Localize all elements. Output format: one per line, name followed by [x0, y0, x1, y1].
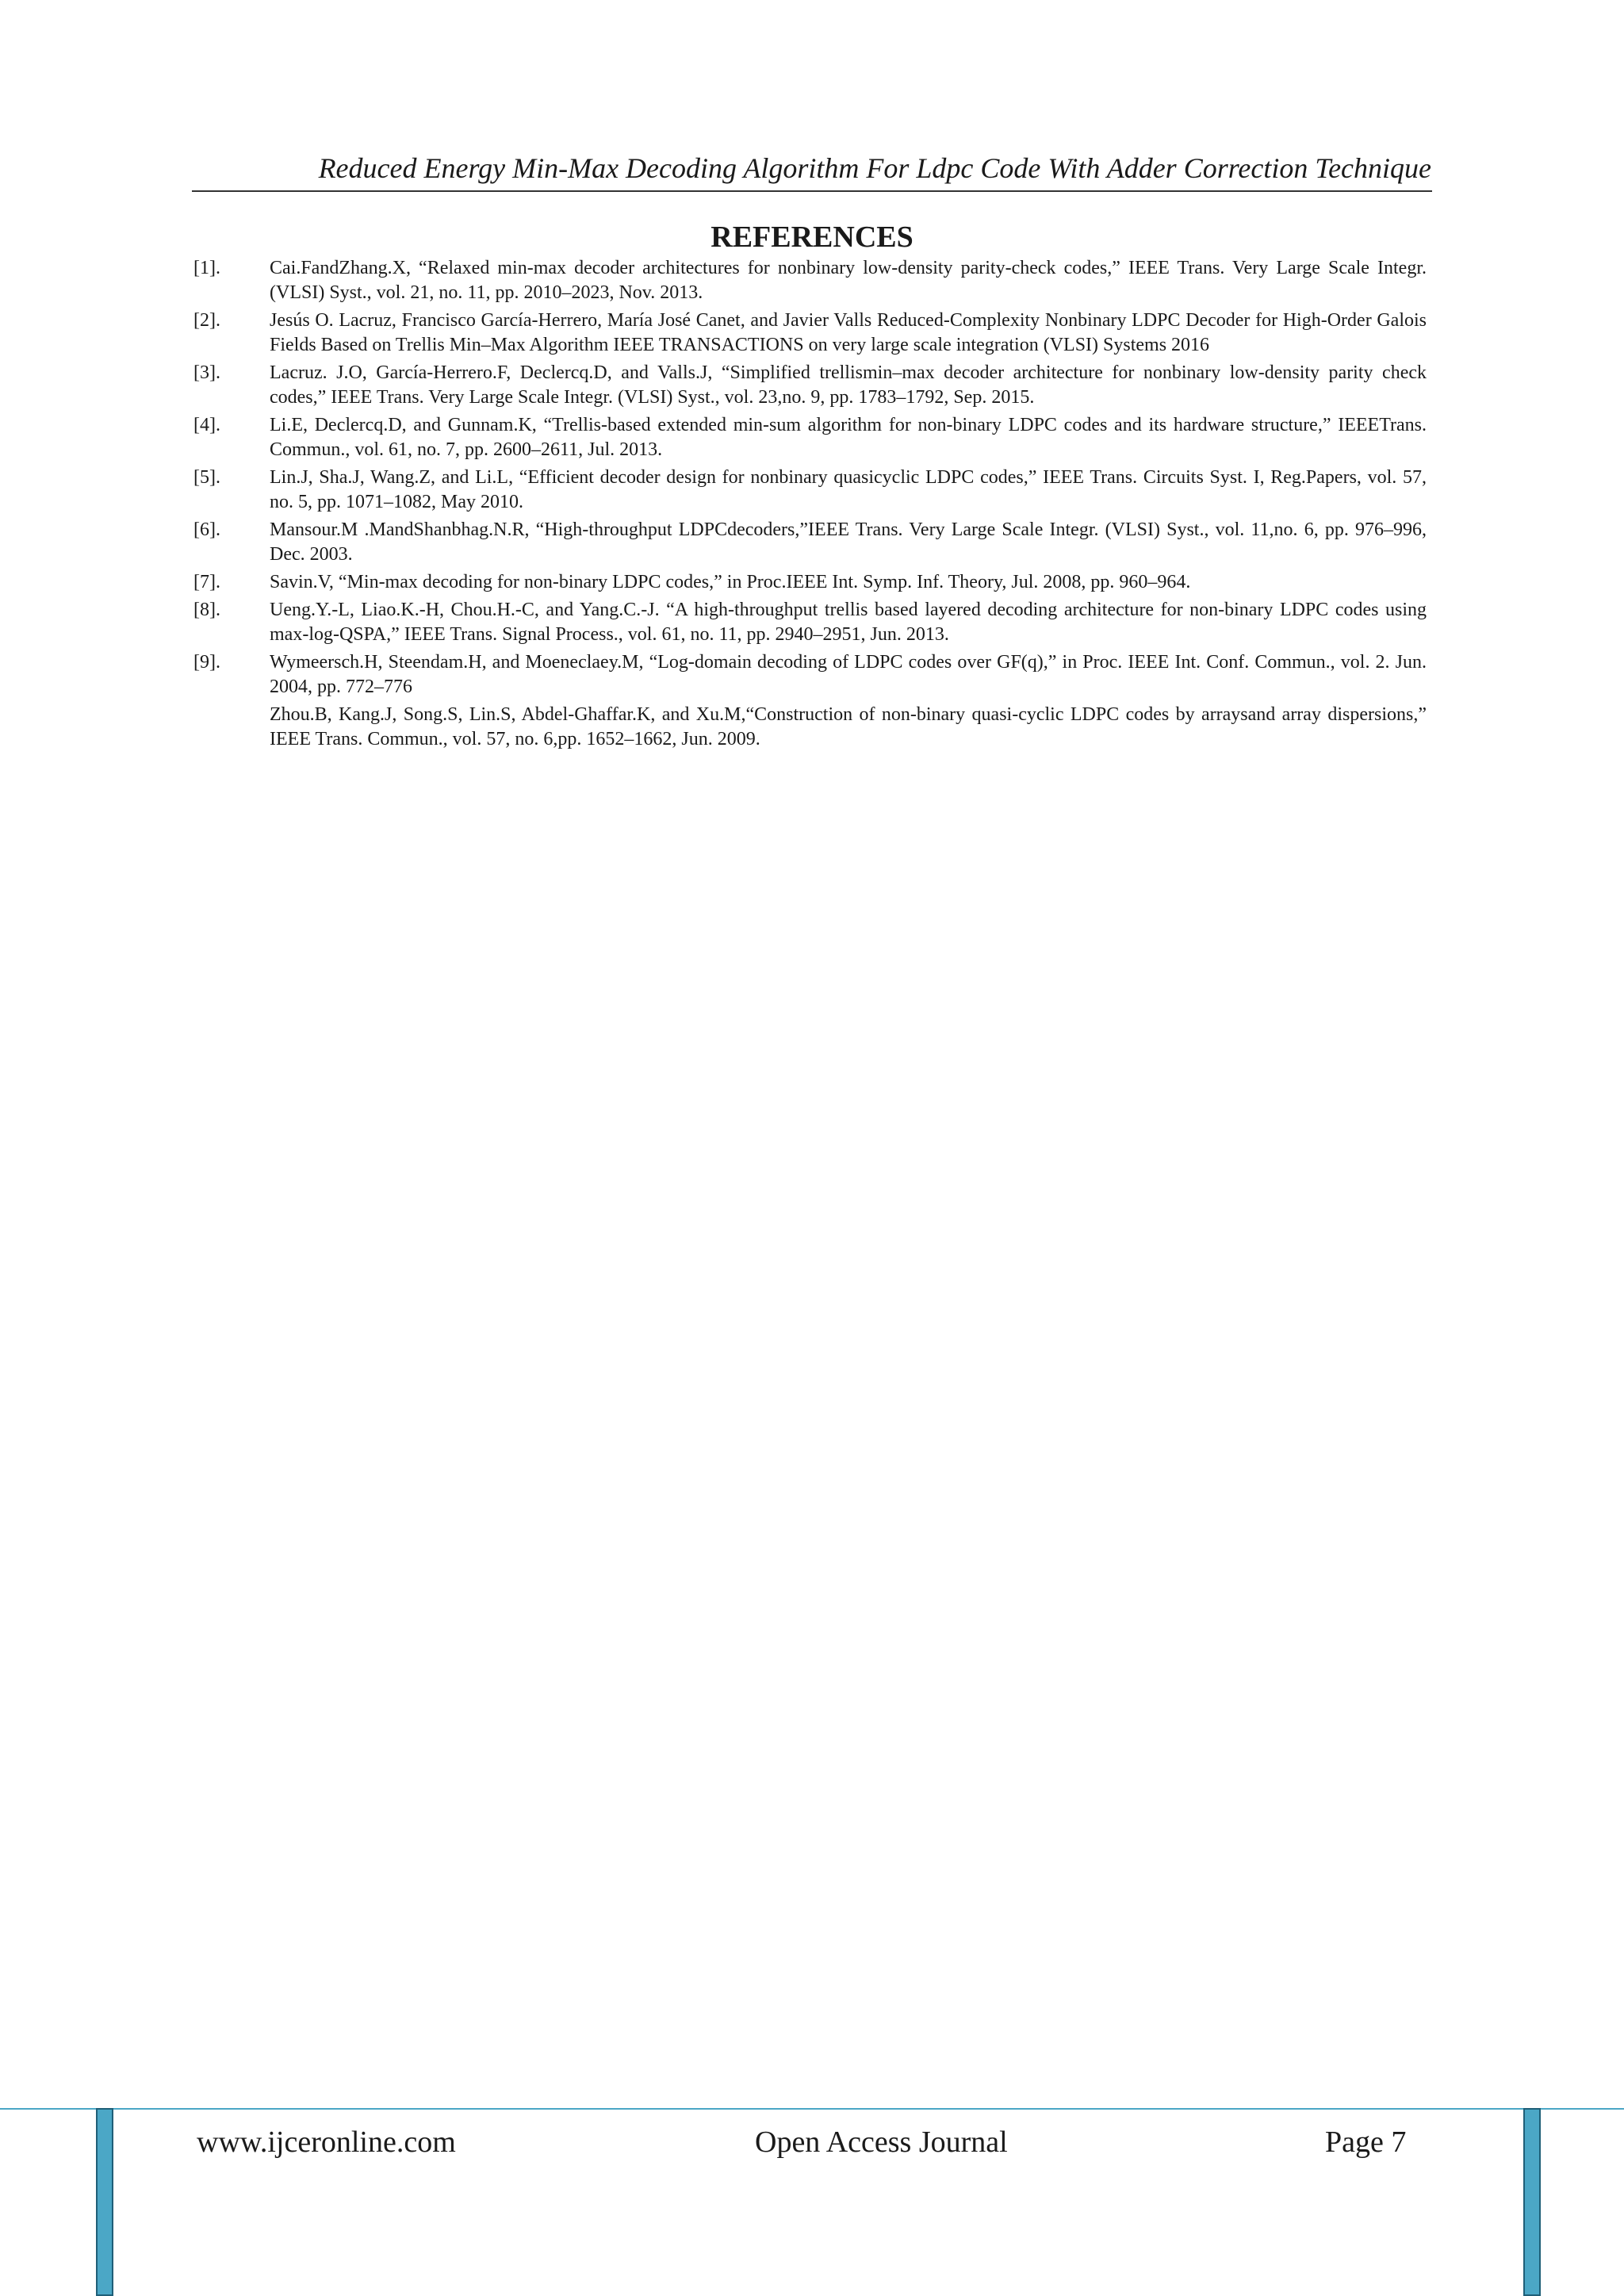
reference-item — [193, 703, 1431, 752]
reference-text: Jesús O. Lacruz, Francisco García-Herrero, María José Canet, and Javier Valls Reduced-Complexity Nonbinary LDPC Decoder for High-Order Galois Fields Based on Trellis Min–Max Algorithm IEEE TRANSACTIONS on very large scale integration (VLSI) Systems 2016 — [270, 310, 1427, 355]
reference-item — [193, 598, 1431, 647]
footer-accent-bar-right — [1523, 2108, 1541, 2296]
reference-number: [5]. — [193, 467, 220, 488]
reference-number — [193, 703, 270, 752]
reference-text: Mansour.M .MandShanbhag.N.R, “High-throughput LDPCdecoders,”IEEE Trans. Very Large Scale Integr. (VLSI) Syst., vol. 11,no. 6, pp. 976–996, Dec. 2003. — [270, 519, 1427, 565]
reference-item — [193, 256, 1431, 305]
reference-number: [9]. — [193, 652, 220, 673]
reference-list — [193, 256, 1431, 755]
footer-journal: Open Access Journal — [755, 2125, 1008, 2159]
header-rule — [192, 190, 1432, 192]
footer-accent-bar-left — [96, 2108, 113, 2296]
reference-item — [193, 466, 1431, 515]
reference-text: Li.E, Declercq.D, and Gunnam.K, “Trellis-based extended min-sum algorithm for non-binary LDPC codes and its hardware structure,” IEEETrans. Commun., vol. 61, no. 7, pp. 2600–2611, Jul. 2013. — [270, 415, 1427, 460]
reference-text: Cai.FandZhang.X, “Relaxed min-max decoder architectures for nonbinary low-density parity-check codes,” IEEE Trans. Very Large Scale Integr. (VLSI) Syst., vol. 21, no. 11, pp. 2010–2023, Nov. 2013. — [270, 258, 1427, 303]
reference-item — [193, 518, 1431, 567]
reference-number: [2]. — [193, 310, 220, 331]
footer-rule — [0, 2108, 1624, 2110]
running-title: Reduced Energy Min-Max Decoding Algorithm For Ldpc Code With Adder Correction Technique — [318, 152, 1431, 184]
reference-number: [6]. — [193, 519, 220, 540]
reference-number: [1]. — [193, 258, 220, 278]
reference-item — [193, 570, 1431, 595]
reference-text: Ueng.Y.-L, Liao.K.-H, Chou.H.-C, and Yang.C.-J. “A high-throughput trellis based layered decoding architecture for non-binary LDPC codes using max-log-QSPA,” IEEE Trans. Signal Process., vol. 61, no. 11, pp. 2940–2951, Jun. 2013. — [270, 600, 1427, 645]
reference-number: [4]. — [193, 415, 220, 435]
reference-text: Lin.J, Sha.J, Wang.Z, and Li.L, “Efficient decoder design for nonbinary quasicyclic LDPC codes,” IEEE Trans. Circuits Syst. I, Reg.Papers, vol. 57, no. 5, pp. 1071–1082, May 2010. — [270, 467, 1427, 512]
reference-item — [193, 309, 1431, 358]
references-heading: REFERENCES — [710, 220, 914, 254]
reference-item — [193, 413, 1431, 462]
reference-number: [7]. — [193, 572, 220, 592]
reference-text: Zhou.B, Kang.J, Song.S, Lin.S, Abdel-Ghaffar.K, and Xu.M,“Construction of non-binary quasi-cyclic LDPC codes by arraysand array dispersions,” IEEE Trans. Commun., vol. 57, no. 6,pp. 1652–1662, Jun. 2009. — [270, 704, 1427, 749]
reference-item — [193, 650, 1431, 700]
reference-item — [193, 361, 1431, 410]
reference-text: Lacruz. J.O, García-Herrero.F, Declercq.D, and Valls.J, “Simplified trellismin–max decoder architecture for nonbinary low-density parity check codes,” IEEE Trans. Very Large Scale Integr. (VLSI) Syst., vol. 23,no. 9, pp. 1783–1792, Sep. 2015. — [270, 362, 1427, 408]
reference-text: Savin.V, “Min-max decoding for non-binary LDPC codes,” in Proc.IEEE Int. Symp. Inf. Theory, Jul. 2008, pp. 960–964. — [270, 572, 1191, 592]
footer-page-number: Page 7 — [1325, 2125, 1407, 2159]
reference-text: Wymeersch.H, Steendam.H, and Moeneclaey.M, “Log-domain decoding of LDPC codes over GF(q),” in Proc. IEEE Int. Conf. Commun., vol. 2. Jun. 2004, pp. 772–776 — [270, 652, 1427, 697]
reference-number: [3]. — [193, 362, 220, 383]
footer-website: www.ijceronline.com — [197, 2125, 456, 2159]
reference-number: [8]. — [193, 600, 220, 620]
